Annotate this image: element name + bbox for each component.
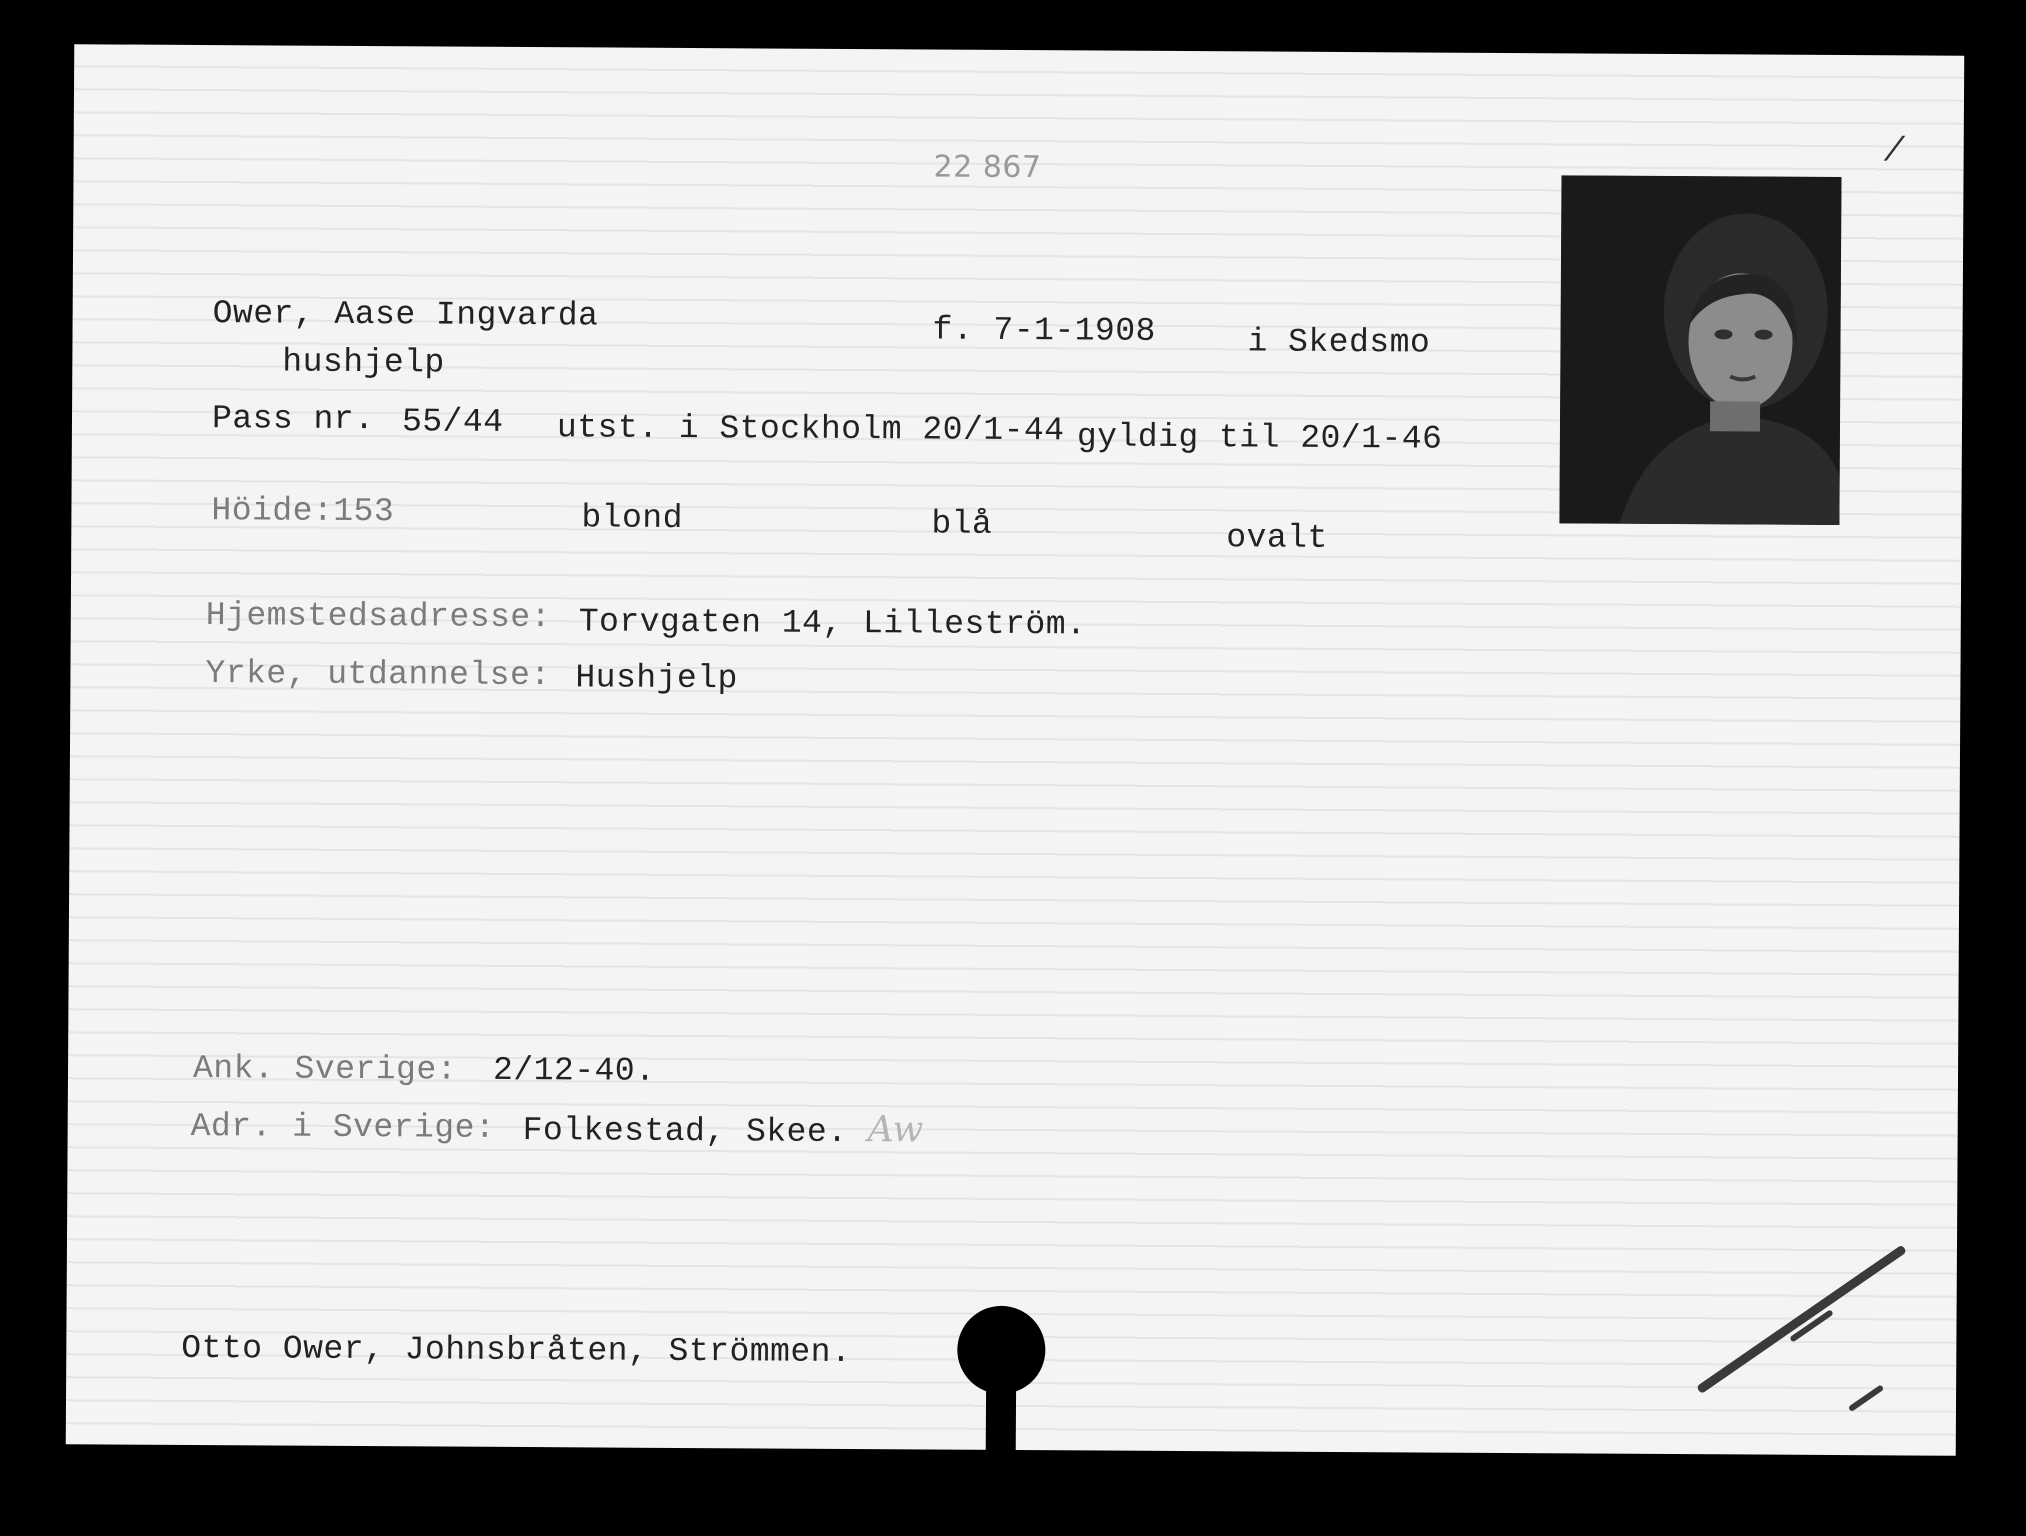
sweden-address-value: Folkestad, Skee. — [522, 1112, 848, 1151]
hair-field: blond — [581, 499, 684, 537]
card-number: 22 867 — [933, 149, 1042, 186]
punch-hole — [956, 1305, 1047, 1456]
pen-stroke — [1696, 1245, 1907, 1395]
passport-number: 55/44 — [401, 403, 504, 441]
profession-label: Yrke, utdannelse: — [205, 655, 551, 695]
birth-date: f. 7-1-1908 — [932, 311, 1157, 350]
registration-card — [66, 44, 1965, 1456]
person-name: Ower, Aase Ingvarda — [212, 295, 599, 335]
sweden-address-label: Adr. i Sverige: — [190, 1107, 496, 1147]
arrival-value: 2/12-40. — [492, 1051, 656, 1090]
home-address-value: Torvgaten 14, Lilleström. — [578, 603, 1087, 644]
face-field: ovalt — [1226, 519, 1328, 557]
portrait-icon — [1559, 175, 1841, 525]
occupation-short: hushjelp — [282, 343, 445, 382]
passport-valid: gyldig til 20/1-46 — [1076, 418, 1443, 458]
passport-issued: utst. i Stockholm 20/1-44 — [556, 409, 1065, 450]
arrival-label: Ank. Sverige: — [192, 1049, 458, 1089]
handwritten-initials: Aw — [867, 1109, 925, 1151]
contact-line: Otto Ower, Johnsbråten, Strömmen. — [181, 1329, 852, 1372]
home-address-label: Hjemstedsadresse: — [205, 597, 552, 637]
portrait-photo — [1559, 175, 1841, 525]
passport-label: Pass nr. — [211, 400, 375, 439]
profession-value: Hushjelp — [575, 659, 738, 698]
corner-mark: / — [1883, 133, 1905, 172]
height-field: Höide:153 — [211, 492, 395, 531]
eyes-field: blå — [931, 505, 993, 543]
birthplace: i Skedsmo — [1247, 323, 1431, 362]
pen-stroke — [1848, 1384, 1884, 1412]
